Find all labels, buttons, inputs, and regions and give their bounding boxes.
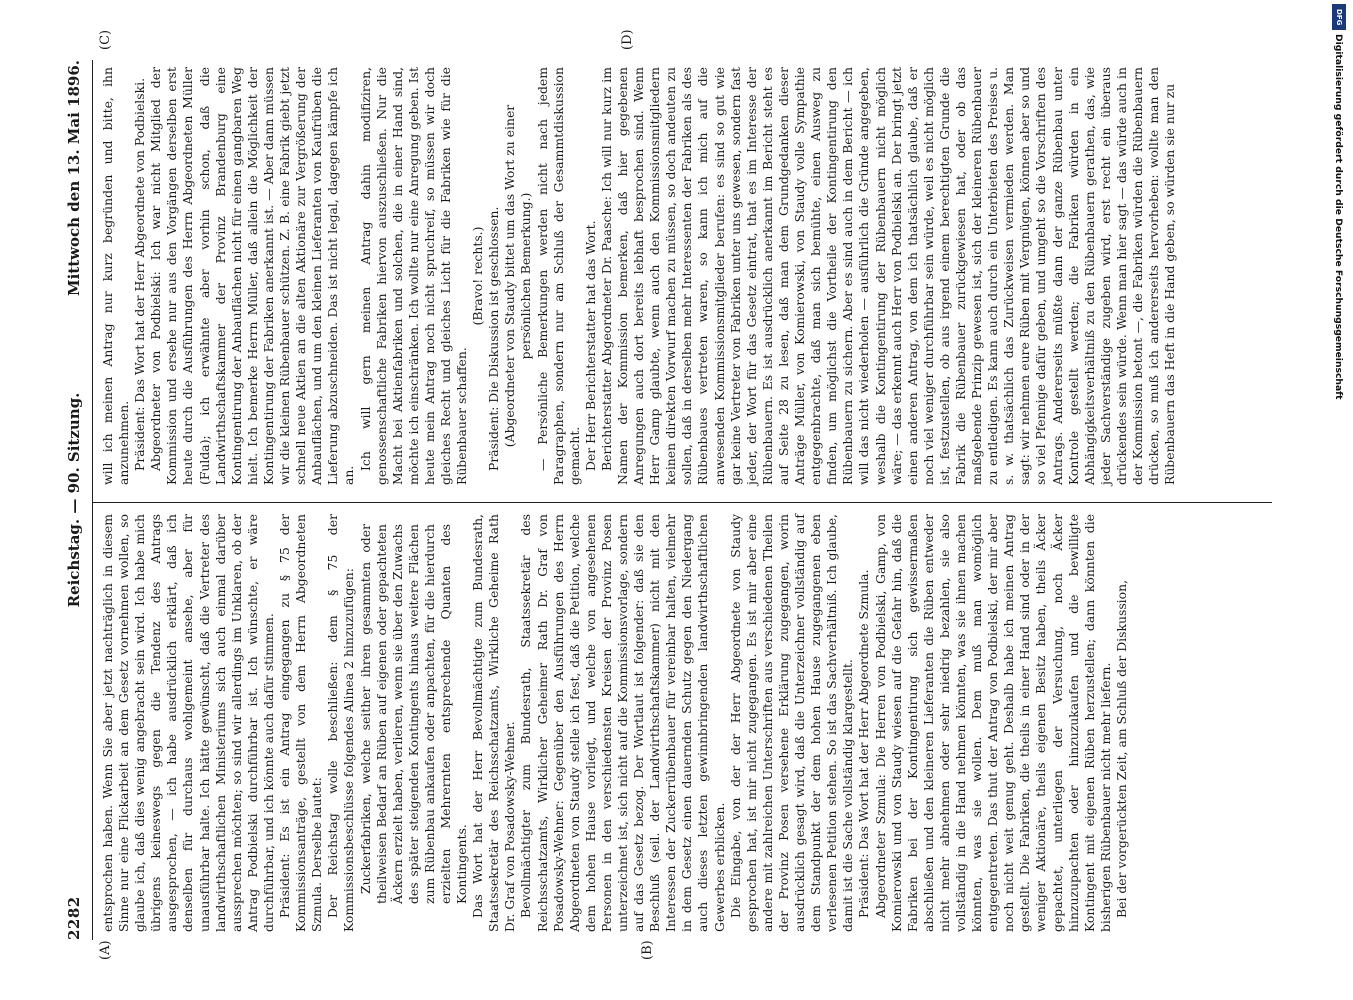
page-header (62, 60, 86, 940)
paragraph: Der Reichstag wolle beschließen: dem § 75 der Kommissionsbeschlüsse folgendes Alinea 2 hinzuzufügen: (325, 514, 357, 932)
paragraph: Der Herr Berichterstatter hat das Wort. (582, 220, 598, 471)
paragraph: Präsident: Die Diskussion ist geschlossen. (486, 206, 502, 471)
page-number: 2282 (65, 896, 83, 940)
paragraph: Präsident: Das Wort hat der Herr Abgeordnete von Podbielski. (132, 77, 148, 471)
right-column (100, 67, 1178, 485)
header-session: Reichstag. — 90. Sitzung. (65, 392, 83, 608)
paragraph: Die Eingabe, von der der Herr Abgeordnete von Staudy gesprochen hat, ist mir nicht zugegangen. Es ist mir aber eine andere mit zahlreichen Unterschriften aus verschiedenen Theilen der Provinz Posen versehene Erklärung zugegangen, worin ausdrücklich gesagt wird, daß die Unterzeichner vollständig auf dem Standpunkt der dem hohen Hause zugegangenen eben verlesenen Petition stehen. So ist das Sachverhältniß. Ich glaube, damit ist die Sache vollständig klargestellt. (727, 514, 856, 932)
margin-marker-a: (A) (98, 940, 113, 960)
credit-text: Digitalisierung gefördert durch die Deutsche Forschungsgemeinschaft (1333, 34, 1344, 400)
paragraph: Bevollmächtigter zum Bundesrath, Staatssekretär des Reichsschatzamts, Wirklicher Geheimer Rath Dr. Graf von Posadowsky-Wehner: Gegenüber den Ausführungen des Herrn Abgeordneten von Staudy stelle ich fest, daß die Petition, welche dem hohen Hause vorliegt, und welche von angesehenen Personen in den verschiedensten Kreisen der Provinz Posen unterzeichnet ist, sich nicht auf die Kommissionsvorlage, sondern auf das Gesetz bezog. Der Wortlaut ist folgender: daß sie den Beschluß (seil. der Landwirthschaftskammer) nicht mit den Interessen der Zuckerrübenbauer für vereinbar halten, vielmehr in dem Gesetz einen dauernden Schutz gegen den Niedergang auch dieses letzten gewinnbringenden landwirthschaftlichen Gewerbes erblicken. (518, 514, 727, 932)
dfg-logo: DFG (1332, 4, 1346, 30)
header-date: Mittwoch den 13. Mai 1896. (65, 60, 83, 297)
margin-marker-b: (B) (640, 940, 655, 960)
margin-marker-c: (C) (98, 29, 113, 50)
paragraph: Bei der vorgerückten Zeit, am Schluß der Diskussion, (1113, 579, 1129, 918)
paragraph: — Persönliche Bemerkungen werden nicht nach jedem Paragraphen, sondern nur am Schluß der Gesammtdiskussion gemacht. (534, 67, 582, 485)
column-divider (92, 502, 1272, 503)
paragraph: Präsident: Das Wort hat der Herr Abgeordnete Szmula. (856, 569, 872, 918)
interjection: (Abgeordneter von Staudy bittet um das Wort zu einer persönlichen Bemerkung.) (502, 104, 534, 448)
margin-marker-d: (D) (620, 29, 635, 50)
paragraph: Präsident: Es ist ein Antrag eingegangen zu § 75 der Kommissionsanträge, gestellt von dem Herrn Abgeordneten Szmula. Derselbe lautet: (277, 514, 325, 932)
paragraph: Abgeordneter Szmula: Die Herren von Podbielski, Gamp, von Komierowski und von Staudy wiesen auf die Gefahr hin, daß die Fabriken bei der Kontingentirung sich gewissermaßen abschließen und den kleineren Lieferanten die Rüben entweder nicht mehr abnehmen oder sehr niedrig bezahlen, sie also vollständig in die Hand nehmen könnten, was sie ihnen machen könnten, was sie wollen. Dem muß man womöglich entgegentreten. Das thut der Antrag von Podbielski, der mir aber noch nicht weit genug geht. Deshalb habe ich meinen Antrag gestellt. Die Fabriken, die theils in einer Hand sind oder in der weniger Aktionäre, theils eigenen Besitz haben, theils Äcker gepachtet, unterliegen der Versuchung, noch Äcker hinzuzupachten oder hinzuzukaufen und die bewilligte Kontingent mit eigenen Rüben herzustellen; dann könnten die bisherigen Rübenbauer nicht mehr liefern. (872, 514, 1113, 932)
paragraph: Abgeordneter von Podbielski: Ich war nicht Mitglied der Kommission und ersehe nur aus den Vorgängen derselben erst heute durch die Ausführungen des Herrn Abgeordneten Müller (Fulda); ich erwähnte aber vorhin schon, daß die Landwirthschaftskammer der Provinz Brandenburg eine Kontingentirung der Anbauflächen nicht für einen gangbaren Weg hielt. Ich bemerke Herrn Müller, daß allein die Möglichkeit der Kontingentirung der Fabriken anerkannt ist. — Aber dann müssen wir die kleinen Rübenbauer schützen. Z. B. eine Fabrik giebt jetzt schnell neue Aktien an die alten Aktionäre zur Vergrößerung der Anbauflächen, und um den kleinen Lieferanten von Kaufrüben die Lieferung abzuschneiden. Das ist nicht legal, dagegen kämpfe ich an. (148, 67, 357, 485)
interjection: (Bravo! rechts.) (470, 226, 486, 326)
header-rule (92, 60, 93, 940)
paragraph: entsprochen haben. Wenn Sie aber jetzt nachträglich in diesem Sinne nur eine Flickarbeit an dem Gesetz vornehmen wollen, so glaube ich, daß dies wenig angebracht sein wird. Ich habe mich übrigens keineswegs gegen die Tendenz des Antrags ausgesprochen, — ich habe ausdrücklich erklärt, daß ich denselben für durchaus wohlgemeint ansehe, aber für unausführbar halte. Ich hätte gewünscht, daß die Vertreter des landwirthschaftlichen Ministeriums sich auch einmal darüber aussprechen möchten; so sind wir allerdings im Unklaren, ob der Antrag Podbielski durchführbar ist. Ich wünschte, er wäre durchführbar, und ich könnte auch dafür stimmen. (100, 514, 276, 932)
left-column (100, 514, 1130, 932)
quoted-motion: Zuckerfabriken, welche seither ihren gesammten oder theilweisen Bedarf an Rüben auf eigenen oder gepachteten Äckern erzielt haben, verlieren, wenn sie über den Zuwachs des später steigenden Kontingents hinaus weitere Flächen zum Rübenbau ankaufen oder anpachten, für die hierdurch erzielten Mehrernten entsprechende Quanten des Kontingents. (357, 524, 470, 904)
paragraph: will ich meinen Antrag nur kurz begründen und bitte, ihn anzunehmen. (100, 67, 132, 485)
paragraph: Berichterstatter Abgeordneter Dr. Paasche: Ich will nur kurz im Namen der Kommission bemerken, daß hier gegebenen Anregungen auch dort bereits lebhaft besprochen sind. Wenn Herr Gamp glaubte, wenn auch den Kommissionsmitgliedern keinen direkten Vorwurf machen zu müssen, so doch andeuten zu sollen, daß in derselben mehr Interessenten der Fabriken als des Rübenbaues vertreten waren, so kann ich mich auf die anwesenden Kommissionsmitglieder berufen: es sind so gut wie gar keine Vertreter von Fabriken unter uns gewesen, sondern fast jeder, der Wort für das Gesetz eintrat, that es im Interesse der Rübenbauern. Es ist ausdrücklich anerkannt im Bericht steht es auf Seite 28 zu lesen, daß man dem Grundgedanken dieser Anträge Müller, von Komierowski, von Staudy volle Sympathie entgegenbrachte, daß man sich bemühte, einen Ausweg zu finden, um möglichst die Vortheile der Kontingentirung den Rübenbauern zu sichern. Aber es sind auch in dem Bericht — ich will das nicht wiederholen — ausführlich die Gründe angegeben, weshalb die Kontingentirung der Rübenbauern nicht möglich wäre; — das erkennt auch Herr von Podbielski an. Der bringt jetzt einen anderen Antrag, von dem ich thatsächlich glaube, daß er noch viel weniger durchführbar sein würde, weil es nicht möglich ist, festzustellen, ob aus irgend einem berechtigten Grunde die Fabrik die Rübenbauer zurückgewiesen hat, oder ob das maßgebende Prinzip gewesen ist, sich der kleineren Rübenbauer zu entledigen. Es kann auch durch ein Unterbieten des Preises u. s. w. thatsächlich das Zurückweisen vermieden werden. Man sagt: wir nehmen eure Rüben mit Vergnügen, können aber so und so viel Pfennige dafür geben, und umgeht so die Vorschriften des Antrags. Andererseits müßte dann der ganze Rübenbau unter Kontrole gestellt werden; die Fabriken würden in ein Abhängigkeitsverhältniß zu den Rübenbauern gerathen, das, wie jeder Sachverständige zugeben wird, erst recht ein überaus drückendes sein würde. Wenn man hier sagt — das würde auch in der Kommission betont —, die Fabriken würden die Rübenbauern drücken, so muß ich andererseits hervorheben: wollte man den Rübenbauern das Heft in die Hand geben, so würden sie nur zu (598, 67, 1178, 485)
paragraph: Ich will gern meinen Antrag dahin modifiziren, genossenschaftliche Fabriken hiervon auszuschließen. Nur die Macht bei Aktienfabriken und solchen, die in einer Hand sind, möchte ich einschränken. Ich wollte nur eine Anregung geben. Ist heute mein Antrag noch nicht spruchreif, so müssen wir doch gleiches Recht und gleiches Licht für die Fabriken wie für die Rübenbauer schaffen. (357, 67, 470, 485)
paragraph: Das Wort hat der Herr Bevollmächtigte zum Bundesrath, Staatssekretär des Reichsschatzamts, Wirkliche Geheime Rath Dr. Graf von Posadowsky-Wehner. (470, 514, 518, 932)
